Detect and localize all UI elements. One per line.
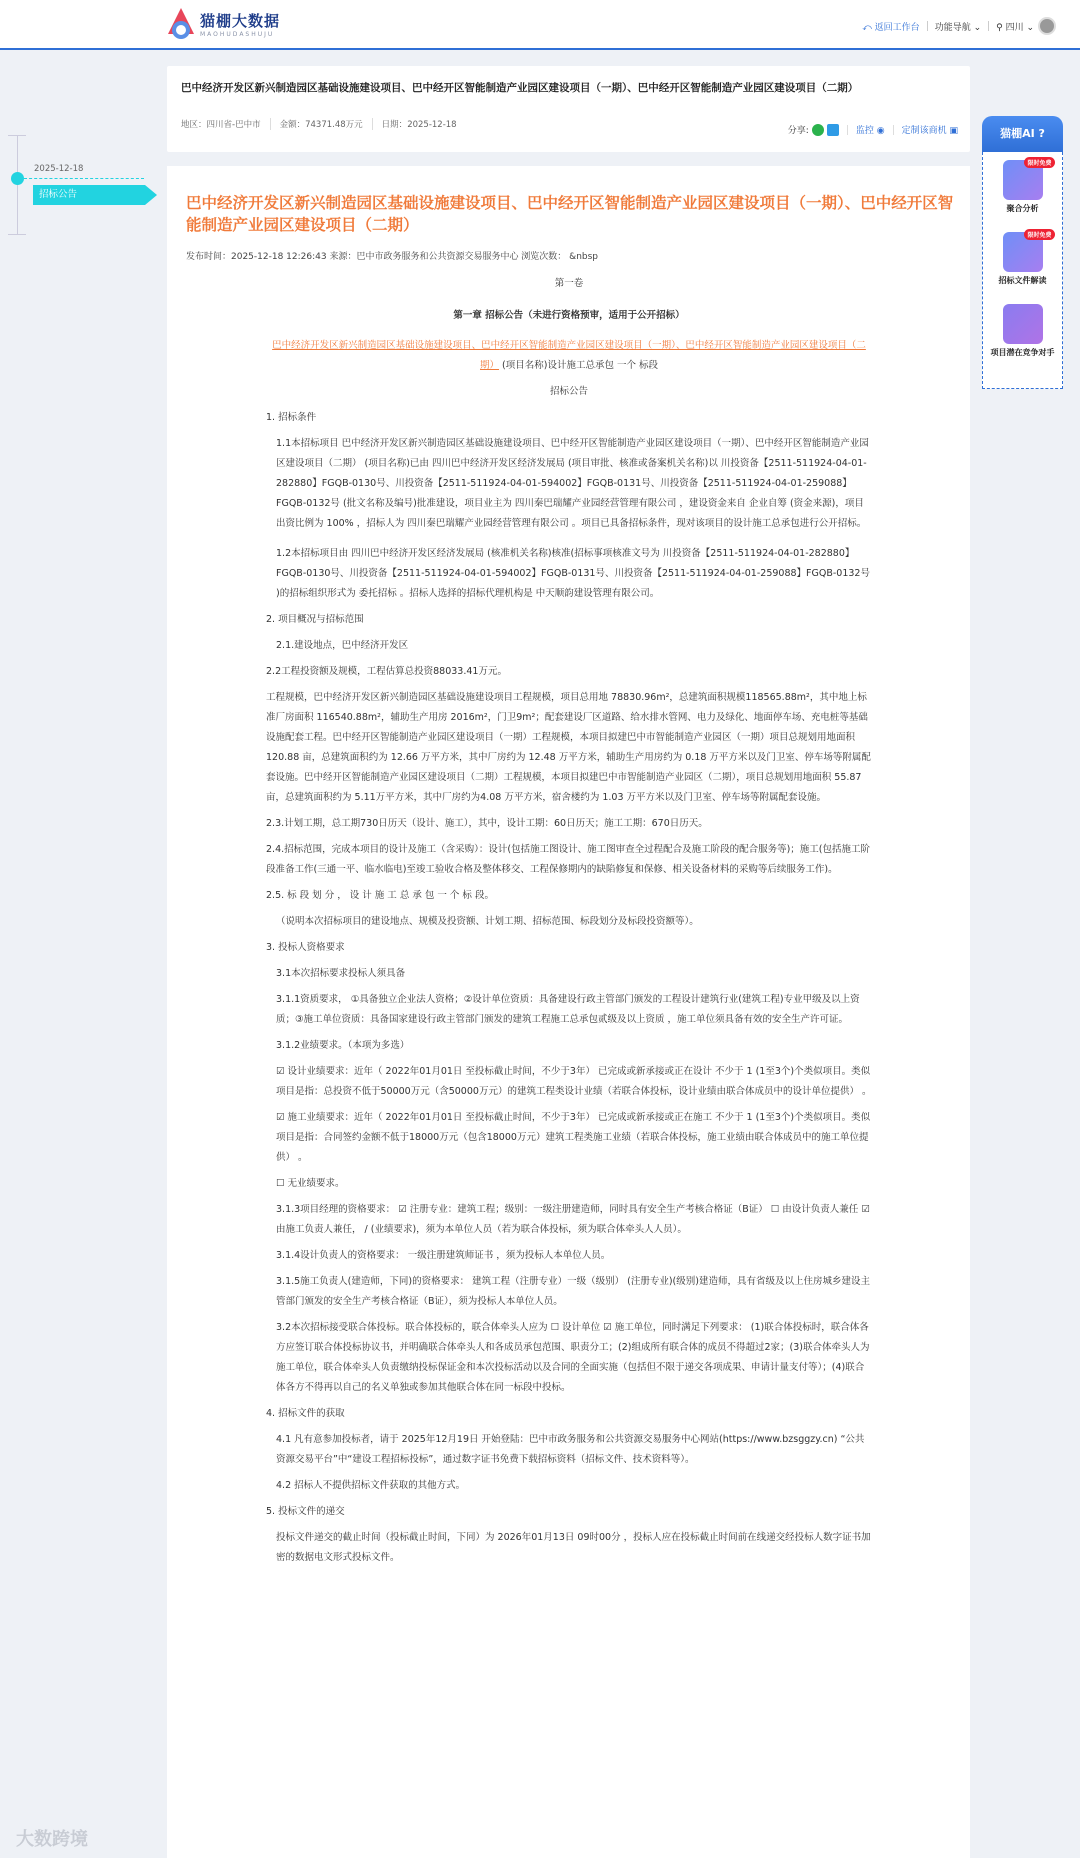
timeline-date: 2025-12-18 [34, 164, 84, 174]
monitor-icon: ◉ [876, 126, 885, 136]
subscribe-button[interactable]: 定制该商机 ▣ [901, 126, 958, 136]
para-2-2: 2.2工程投资额及规模，工程估算总投资88033.41万元。 [266, 666, 507, 677]
timeline-dot [11, 172, 24, 185]
para-2-2-scale: 工程规模，巴中经济开发区新兴制造园区基础设施建设项目工程规模，项目总用地 78830.96m²，总建筑面积规模118565.88m²，其中地上标准厂房面积 116540.88m²，辅助生产用房 2016m²，门卫9m²；配套建设厂区道路、给水排水管网、电力及绿化、地面停车场、充电桩等基础设施配套工程。巴中经开区智能制造产业园区建设项目（一期）工程规模，本项目拟建巴中市智能制造产业园区（一期）项目总规划用地面积120.88 亩，总建筑面积约为 12.66 万平方米，其中厂房约为 12.48 万平方米，辅助生产用房约为 0.18 万平方米以及门卫室、停车场等附属配套设施。巴中经开区智能制造产业园区建设项目（二期）工程规模，本项目拟建巴中市智能制造产业园区（二期），项目总规划用地面积 55.87亩，总建筑面积约为 5.11万平方米，其中厂房约为4.08 万平方米，宿舍楼约为 1.03 万平方米以及门卫室、停车场等附属配套设施。 [266, 692, 871, 803]
para-2-5: 2.5. 标 段 划 分 ， 设 计 施 工 总 承 包 一 个 标 段。 [266, 890, 494, 901]
doc-body [266, 266, 872, 1568]
aggregate-analysis-icon: 限时免费 [1003, 160, 1043, 200]
doc-title: 巴中经济开发区新兴制造园区基础设施建设项目、巴中经开区智能制造产业园区建设项目（一期）、巴中经开区智能制造产业园区建设项目（二期） [186, 194, 954, 234]
logo-text: 猫棚大数据 [200, 12, 281, 30]
help-icon: ? [1038, 127, 1045, 140]
para-5-1: 投标文件递交的截止时间（投标截止时间，下同）为 2026年01月13日 09时00分 ，投标人应在投标截止时间前在线递交经投标人数字证书加密的数据电文形式投标文件。 [276, 1532, 871, 1563]
para-3-1-2-construction: ☑ 施工业绩要求：近年（ 2022年01月01日 至投标截止时间，不少于3年） 已完成或新承接或正在施工 不少于 1 (1至3个)个类似项目。类似项目是指：合同签约金额不低于18000万元（包含18000万元）建筑工程类施工业绩（若联合体投标，施工业绩由联合体成员中的施工单位提供） 。 [276, 1112, 871, 1163]
volume-heading: 第一卷 [554, 278, 584, 289]
region-label: 四川 [1005, 22, 1024, 33]
para-4-2: 4.2 招标人不提供招标文件获取的其他方式。 [276, 1480, 466, 1491]
project-meta [181, 118, 475, 130]
para-4-1: 4.1 凡有意参加投标者，请于 2025年12月19日 开始登陆：巴中市政务服务和公共资源交易服务中心网站(https://www.bzsggzy.cn) “公共资源交易平台”中“建设工程招标投标”，通过数字证书免费下载招标资料（招标文件、技术资料等）。 [276, 1434, 865, 1465]
para-3-2: 3.2本次招标接受联合体投标。联合体投标的，联合体牵头人应为 ☐ 设计单位 ☑ 施工单位，同时满足下列要求： (1)联合体投标时，联合体各方应签订联合体投标协议书，并明确联合体牵头人和各成员承包范围、职责分工；(2)组成所有联合体的成员不得超过2家；(3)联合体牵头人为施工单位，联合体牵头人负责缴纳投标保证金和本次投标活动以及合同的全面实施（包括但不限于递交各项成果、申请计量支付等）；(4)联合体各方不得再以自己的名义单独或参加其他联合体在同一标段中投标。 [276, 1322, 870, 1393]
section-5: 5. 投标文件的递交 [266, 1506, 345, 1517]
para-3-1-2-none: ☐ 无业绩要求。 [276, 1178, 345, 1189]
para-3-1-2-design: ☑ 设计业绩要求：近年（ 2022年01月01日 至投标截止时间，不少于3年） 已完成或新承接或正在设计 不少于 1 (1至3个)个类似项目。类似项目是指：总投资不低于50000万元（含50000万元）的建筑工程类设计业绩（若联合体投标，设计业绩由联合体成员中的设计单位提供） 。 [276, 1066, 872, 1097]
para-3-1-2: 3.1.2业绩要求。（本项为多选） [276, 1040, 410, 1051]
chapter-heading: 第一章 招标公告（未进行资格预审，适用于公开招标） [453, 310, 685, 321]
back-label: 返回工作台 [874, 22, 920, 33]
para-3-1-5: 3.1.5施工负责人(建造师，下同)的资格要求： 建筑工程（注册专业）一级（级别） (注册专业)(级别)建造师，具有省级及以上住房城乡建设主管部门颁发的安全生产考核合格证（B证），须为投标人本单位人员。 [276, 1276, 870, 1307]
para-2-3: 2.3.计划工期，总工期730日历天（设计、施工），其中，设计工期：60日历天；施工工期：670日历天。 [266, 818, 708, 829]
avatar[interactable] [1038, 17, 1056, 35]
para-3-1-1: 3.1.1资质要求， ①具备独立企业法人资格；②设计单位资质：具备建设行政主管部门颁发的工程设计建筑行业(建筑工程)专业甲级及以上资质；③施工单位资质：具备国家建设行政主管部门颁发的建筑工程施工总承包贰级及以上资质 ，施工单位须具备有效的安全生产许可证。 [276, 994, 860, 1025]
document-interpret-icon: 限时免费 [1003, 232, 1043, 272]
meta-amount: 金额：74371.48万元 [280, 118, 373, 130]
target-icon [1003, 304, 1043, 344]
section-4: 4. 招标文件的获取 [266, 1408, 345, 1419]
document-card [167, 166, 970, 1858]
meta-date: 日期：2025-12-18 [381, 120, 457, 130]
section-3: 3. 投标人资格要求 [266, 942, 345, 953]
logo[interactable] [166, 6, 280, 42]
region-selector[interactable]: ⚲ 四川 ⌄ [996, 22, 1034, 33]
ai-title[interactable]: 猫棚AI ? [982, 116, 1063, 152]
section-1: 1. 招标条件 [266, 412, 317, 423]
para-3-1: 3.1本次招标要求投标人须具备 [276, 968, 406, 979]
timeline-tag[interactable]: 招标公告 [33, 185, 145, 205]
logo-subtext: MAOHUDASHUJU [200, 31, 275, 38]
project-title: 巴中经济开发区新兴制造园区基础设施建设项目、巴中经开区智能制造产业园区建设项目（一期）、巴中经开区智能制造产业园区建设项目（二期） [181, 82, 859, 94]
wechat-icon[interactable] [812, 124, 824, 136]
timeline [0, 135, 160, 235]
project-header-card [167, 66, 970, 152]
share-bar [788, 123, 958, 136]
meta-region: 地区：四川省-巴中市 [181, 118, 271, 130]
ai-aggregate-analysis[interactable]: 限时免费 聚合分析 [983, 152, 1062, 224]
back-workbench-link[interactable]: ⤺ 返回工作台 [862, 22, 920, 33]
ai-sidebar [982, 116, 1063, 389]
publish-info: 发布时间：2025-12-18 12:26:43 来源：巴中市政务服务和公共资源交易服务中心 浏览次数： &nbsp [186, 252, 599, 262]
para-3-1-3: 3.1.3项目经理的资格要求： ☑ 注册专业：建筑工程；级别：一级注册建造师，同时具有安全生产考核合格证（B证） ☐ 由设计负责人兼任 ☑ 由施工负责人兼任， / (业绩要求)，须为本单位人员（若为联合体投标，须为联合体牵头人人员）。 [276, 1204, 870, 1235]
logo-mark-icon [166, 6, 196, 42]
copy-link-icon[interactable] [827, 124, 839, 136]
location-pin-icon: ⚲ [996, 22, 1003, 33]
section-2: 2. 项目概况与招标范围 [266, 614, 364, 625]
share-label: 分享: [787, 126, 809, 136]
top-nav [862, 17, 1056, 35]
para-2-1: 2.1.建设地点，巴中经济开发区 [276, 640, 409, 651]
ai-tender-doc-interpretation[interactable]: 限时免费 招标文件解读 [983, 224, 1062, 296]
para-2-6: （说明本次招标项目的建设地点、规模及投资额、计划工期、招标范围、标段划分及标段投资额等）。 [276, 916, 699, 927]
nav-label: 功能导航 [934, 22, 971, 33]
top-bar [0, 0, 1080, 50]
notice-heading: 招标公告 [549, 386, 588, 397]
watermark: 大数跨境 [16, 1829, 88, 1850]
para-1-2: 1.2本招标项目由 四川巴中经济开发区经济发展局 (核准机关名称)核准(招标事项核准文号为 川投资备【2511-511924-04-01-282880】FGQB-0130号、川投资备【2511-511924-04-01-594002】FGQB-0131号、川投资备【2511-511924-04-01-259088】FGQB-0132号 )的招标组织形式为 委托招标 。招标人选择的招标代理机构是 中天顺韵建设管理有限公司。 [276, 548, 870, 599]
project-name-line: 巴中经济开发区新兴制造园区基础设施建设项目、巴中经开区智能制造产业园区建设项目（一期）、巴中经开区智能制造产业园区建设项目（二期） (项目名称)设计施工总承包 一个 标段 [272, 340, 866, 371]
ai-potential-competitors[interactable]: 项目潜在竞争对手 [983, 296, 1062, 368]
para-2-4: 2.4.招标范围，完成本项目的设计及施工（含采购）：设计(包括施工图设计、施工图审查全过程配合及施工阶段的配合服务等)；施工(包括施工阶段准备工作(三通一平、临水临电)至竣工验收合格及整体移交、工程保修期内的缺陷修复和保修、相关设备材料的采购等后续服务工作)。 [266, 844, 870, 875]
monitor-button[interactable]: 监控 ◉ [855, 126, 885, 136]
function-nav-menu[interactable]: 功能导航 ⌄ [934, 22, 982, 33]
para-3-1-4: 3.1.4设计负责人的资格要求： 一级注册建筑师证书 ，须为投标人本单位人员。 [276, 1250, 611, 1261]
para-1-1: 1.1本招标项目 巴中经济开发区新兴制造园区基础设施建设项目、巴中经开区智能制造产业园区建设项目（一期）、巴中经开区智能制造产业园区建设项目（二期） (项目名称)已由 四川巴中经济开发区经济发展局 (项目审批、核准或备案机关名称)以 川投资备【2511-511924-04-01-282880】FGQB-0130号、川投资备【2511-511924-04-01-594002】FGQB-0131号、川投资备【2511-511924-04-01-259088】FGQB-0132号 (批文名称及编号)批准建设，项目业主为 四川秦巴瑞耀产业园经营管理有限公司 ，建设资金来自 企业自筹 (资金来源)，项目出资比例为 100% ，招标人为 四川秦巴瑞耀产业园经营管理有限公司 。项目已具备招标条件，现对该项目的设计施工总承包进行公开招标。 [276, 438, 869, 529]
bookmark-icon: ▣ [949, 126, 958, 136]
